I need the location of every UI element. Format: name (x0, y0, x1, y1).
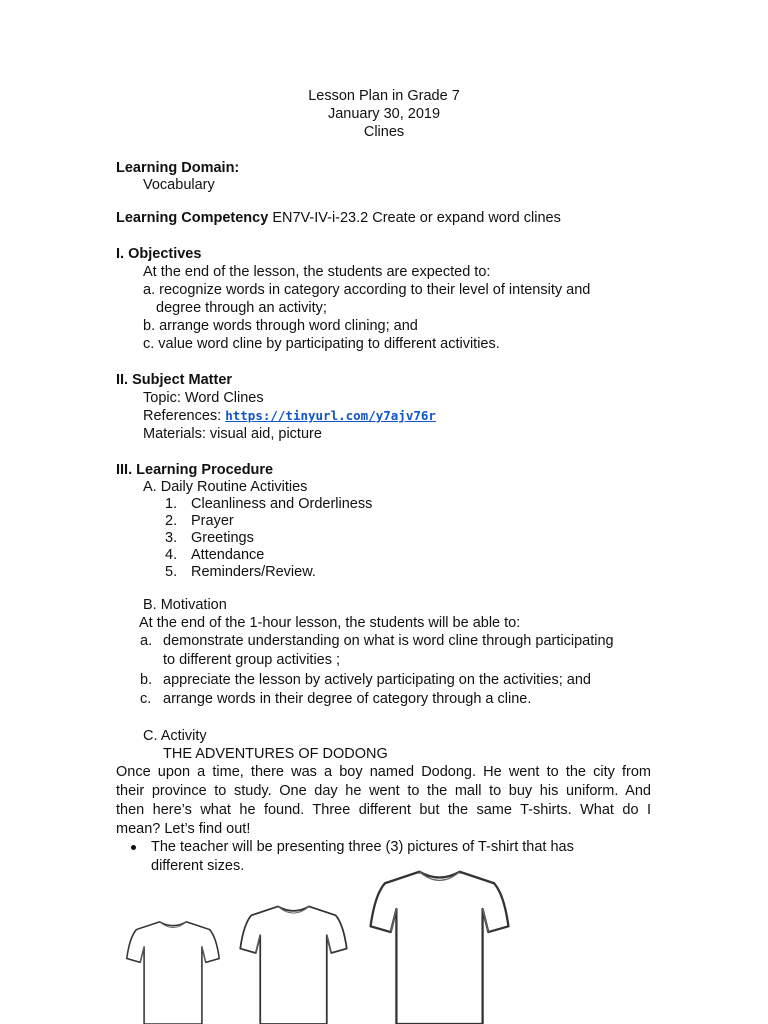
learning-competency-value: EN7V-IV-i-23.2 Create or expand word clines (272, 210, 561, 226)
motivation-item-c: arrange words in their degree of category through a cline. (163, 691, 532, 707)
story-title: THE ADVENTURES OF DODONG (163, 746, 388, 762)
list-item: Reminders/Review. (191, 564, 316, 580)
list-item-number: 3. (165, 530, 178, 546)
tshirt-large-image (367, 866, 512, 1024)
document-date: January 30, 2019 (327, 106, 441, 122)
learning-domain-value: Vocabulary (143, 177, 215, 193)
story-line: their province to study. One day he went to the mall to buy his uniform. And (116, 783, 651, 799)
objective-a-line1: a. recognize words in category according to their level of intensity and (143, 282, 591, 298)
document-topic: Clines (363, 124, 405, 140)
motivation-intro: At the end of the 1-hour lesson, the students will be able to: (139, 615, 521, 631)
subject-matter-references (143, 407, 436, 425)
learning-competency (116, 209, 561, 227)
list-item: Cleanliness and Orderliness (191, 496, 373, 512)
objective-b: b. arrange words through word clining; and (143, 318, 418, 334)
learning-competency-label: Learning Competency (116, 210, 269, 226)
bullet-line2: different sizes. (151, 858, 245, 874)
motivation-item-b: appreciate the lesson by actively participating on the activities; and (163, 672, 591, 688)
motivation-item-letter: a. (140, 633, 153, 649)
motivation-item-a-line2: to different group activities ; (163, 652, 341, 668)
objectives-intro: At the end of the lesson, the students are expected to: (143, 264, 491, 280)
motivation-item-letter: c. (140, 691, 152, 707)
document-title: Lesson Plan in Grade 7 (308, 88, 460, 104)
story-line: Once upon a time, there was a boy named Dodong. He went to the city from (116, 764, 651, 780)
tshirt-small-image (118, 918, 228, 1024)
objective-a-line2: degree through an activity; (156, 300, 327, 316)
tshirt-medium-image (231, 902, 356, 1024)
subject-matter-materials: Materials: visual aid, picture (143, 426, 322, 442)
objective-c: c. value word cline by participating to different activities. (143, 336, 500, 352)
list-item: Prayer (191, 513, 234, 529)
activity-heading: C. Activity (143, 728, 207, 744)
motivation-item-letter: b. (140, 672, 153, 688)
references-link[interactable]: https://tinyurl.com/y7ajv76r (225, 408, 436, 423)
learning-domain-label: Learning Domain: (116, 160, 240, 176)
references-label: References: (143, 408, 222, 424)
procedure-heading: III. Learning Procedure (116, 462, 274, 478)
list-item-number: 4. (165, 547, 178, 563)
list-item: Greetings (191, 530, 254, 546)
motivation-item-a-line1: demonstrate understanding on what is word cline through participating (163, 633, 614, 649)
list-item: Attendance (191, 547, 265, 563)
list-item-number: 2. (165, 513, 178, 529)
list-item-number: 1. (165, 496, 178, 512)
daily-routine-heading: A. Daily Routine Activities (143, 479, 308, 495)
story-line: then here’s what he found. Three different but the same T-shirts. What do I (116, 802, 651, 818)
bullet-line1: The teacher will be presenting three (3) pictures of T-shirt that has (151, 839, 574, 855)
motivation-heading: B. Motivation (143, 597, 227, 613)
story-line: mean? Let’s find out! (116, 821, 251, 837)
list-item-number: 5. (165, 564, 178, 580)
subject-matter-topic: Topic: Word Clines (143, 390, 264, 406)
subject-matter-heading: II. Subject Matter (116, 372, 233, 388)
objectives-heading: I. Objectives (116, 246, 202, 262)
bullet-icon (131, 845, 136, 850)
